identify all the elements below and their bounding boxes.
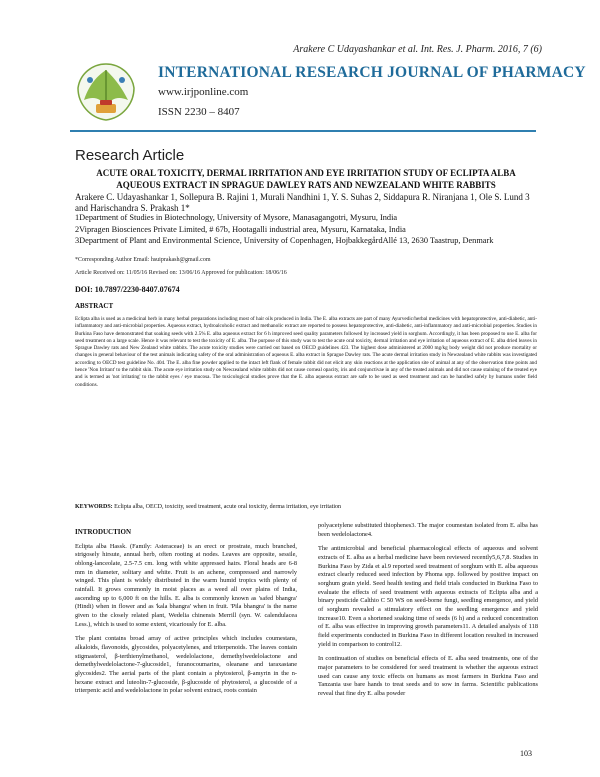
affiliation-2: 2Vipragen Biosciences Private Limited, # 67b, Hootagalli industrial area, Mysuru, Karnataka, India: [75, 224, 406, 234]
left-column: [75, 528, 297, 702]
right-column: [318, 522, 538, 704]
paper-title: ACUTE ORAL TOXICITY, DERMAL IRRITATION AND EYE IRRITATION STUDY OF ECLIPTA ALBA AQUEOUS EXTRACT IN SPRAGUE DAWLEY RATS AND NEWZEALAND WHITE RABBITS: [96, 168, 516, 190]
header-rule: [70, 130, 536, 132]
affiliation-1: 1Department of Studies in Biotechnology, University of Mysore, Manasagangotri, Mysuru, India: [75, 213, 398, 222]
body-paragraph: polyacetylene substituted thiophenes3. The major coumestan isolated from E. alba has been wedelolactone4.: [318, 522, 538, 538]
corresponding-author: *Corresponding Author Email: hsuiprakash@gmail.com: [75, 257, 211, 263]
section-label: Research Article: [75, 147, 185, 164]
journal-issn: ISSN 2230 – 8407: [158, 106, 240, 118]
running-head: Arakere C Udayashankar et al. Int. Res. J. Pharm. 2016, 7 (6): [293, 44, 542, 55]
body-paragraph: In continuation of studies on beneficial effects of E. alba seed treatments, one of the major parameters to be considered for seed treatment is whether the aqueous extract used can cause any toxic effects on humans as most farmers in Burkina Faso and Tanzania use bare hands to treat seeds and to sow in farms. Scientific publications reveal that fine dry E. alba powder: [318, 655, 538, 697]
introduction-heading: INTRODUCTION: [75, 528, 132, 536]
keywords-text: Eclipta alba, OECD, toxicity, seed treatment, acute oral toxicity, derma irritation, eye irritation: [114, 504, 341, 510]
keywords-label: KEYWORDS:: [75, 504, 113, 510]
body-paragraph: The plant contains broad array of active principles which includes coumestans, alkaloids, flavonoids, glycosides, polyacetylenes, and triterpenoids. The leaves contain stigmasterol, β-terthienylmethanol, wedelolactone, demethylwedelolactone and demethylwedelolactone-7-glucoside1, furanocoumarins, oleanane and taraxastane glycosides2. The aerial parts of the plant contain a phytosterol, β-amyrin in the n-hexane extract and luteolin-7-glucoside, β-glucoside of phytosterol, a glucoside of a triterpenic acid and wedelolactone in polar solvent extract, roots contain: [75, 635, 297, 695]
page-number: 103: [520, 749, 532, 758]
affiliation-3: 3Department of Plant and Environmental Science, University of Copenhagen, HojbakkegårdAllé 13, 2630 Taastrup, Denmark: [75, 236, 494, 245]
irjp-logo-icon: [70, 60, 142, 124]
keywords: [75, 504, 341, 510]
abstract-text: Eclipta alba is used as a medicinal herb in many herbal preparations including most of hair oils produced in India. The E. alba extracts are part of many Ayurvedic/herbal medicines with hepatoprotective, anti-diabetic, anti-inflammatory and anti-microbial properties. Aqueous extract, hydroalcoholic extract and methanolic extract are reported to possess hepatoprotective, anti-diabetic, anti-inflammatory and anti-microbial properties. Studies in Burkina Faso have demonstrated that soaking seeds with 2.5% E. alba aqueous extract for 6 h improved seed quality parameters followed by increased yield in sorghum. Accordingly, it has been proposed to use E. alba for seed treatment on a large scale. Hence it was relevant to test the toxicity of E. alba. The purpose of this study was to test the acute oral toxicity, dermal irritation and eye irritation of aqueous extract of E. alba dried leaves in Sprague Dawley rats and New Zealand white rabbits. The acute toxicity studies were carried out based on OECD guidelines 423. The highest dose administered at 2000 mg/kg body weight did not produce mortality or changes in general behaviour of the test animals indicating safety of the oral administration of aqueous E. alba extract in Sprague Dawley rats. The acute dermal irritation study in Newzealand white rabbits was investigated according to OECD test guideline No. 404. The E. alba fine powder applied to the intact left flank of female rabbit did not elicit any skin reactions at the application site of animal at any of the observation time points and hence 'Non Irritant' to the rabbit skin. The acute eye irritation study on Newzealand white rabbits did not cause corneal opacity, iris and conjunctivae in any of the treated animals and did not cause staining of the treated eye and is termed as 'not irritating' to the rabbit eyes / eye mucosa. The toxicological studies prove that the E. alba aqueous extract are safe to be used as seed treatment and can be handled safely by humans under field conditions.: [75, 316, 537, 388]
affiliations: [75, 213, 537, 248]
journal-title: INTERNATIONAL RESEARCH JOURNAL OF PHARMACY: [158, 64, 586, 81]
article-dates: Article Received on: 11/05/16 Revised on: 13/06/16 Approved for publication: 18/06/16: [75, 270, 287, 276]
abstract-heading: ABSTRACT: [75, 302, 114, 310]
body-paragraph: The antimicrobial and beneficial pharmacological effects of aqueous and solvent extracts of E. alba as a herbal medicine have been reviewed recently5,6,7,8. Studies in Burkina Faso by Zida et al.9 reported seed treatment of sorghum with E. alba aqueous extract clearly reduced seed infection by Phoma spp. followed by positive impact on sorghum grain yield. Seed health testing and field trials conducted in Burkina Faso to evaluate the effects of seed treatment with aqueous extracts of Eclipta alba and a binary pesticide Calthio C 50 WS on seed-borne fungi, seedling emergence, and yield of sorghum revealed a stimulatory effect on the seedling emergence and yield increase10. Even a shortened soaking time of seeds (6 h) and a reduced concentration of E. alba was effective in improving growth parameters11. A detailed analysis of 118 field experiments conducted in Burkina Faso in different location resulted in increased yield in comparison to control12.: [318, 545, 538, 648]
doi[interactable]: DOI: 10.7897/2230-8407.07674: [75, 285, 180, 294]
journal-url[interactable]: www.irjponline.com: [158, 86, 249, 98]
author-list: Arakere C. Udayashankar 1, Sollepura B. Rajini 1, Murali Nandhini 1, Y. S. Suhas 2, Siddapura R. Niranjana 1, Ole S. Lund 3 and Harischandra S. Prakash 1*: [75, 192, 530, 214]
body-paragraph: Eclipta alba Hassk. (Family: Asteraceae) is an erect or prostrate, much branched, strigosely hirsute, annual herb, often rooting at nodes. Leaves are opposite, sessile, oblong-lanceolate, 2.5-7.5 cm. long with white appressed hairs. Floral heads are 6-8 mm in diameter, solitary and white. Fruit is an achene, compressed and narrowly winged. This plant is widely distributed in the warm humid tropics with plenty of rainfall. It grows commonly in moist places as a weed all over plains of India, ascending up to 6,000 ft on the hills. E. alba is commonly known as 'safed bhangra' (Hindi) when in flower and as 'kala bhangra' when in fruit. 'Pila bhangra' is the name given to the closely related plant, Wedelia chinensis Merrill (syn. W. calendulacea Less.), which is used to some extent, vicariously for E. alba.: [75, 542, 297, 628]
